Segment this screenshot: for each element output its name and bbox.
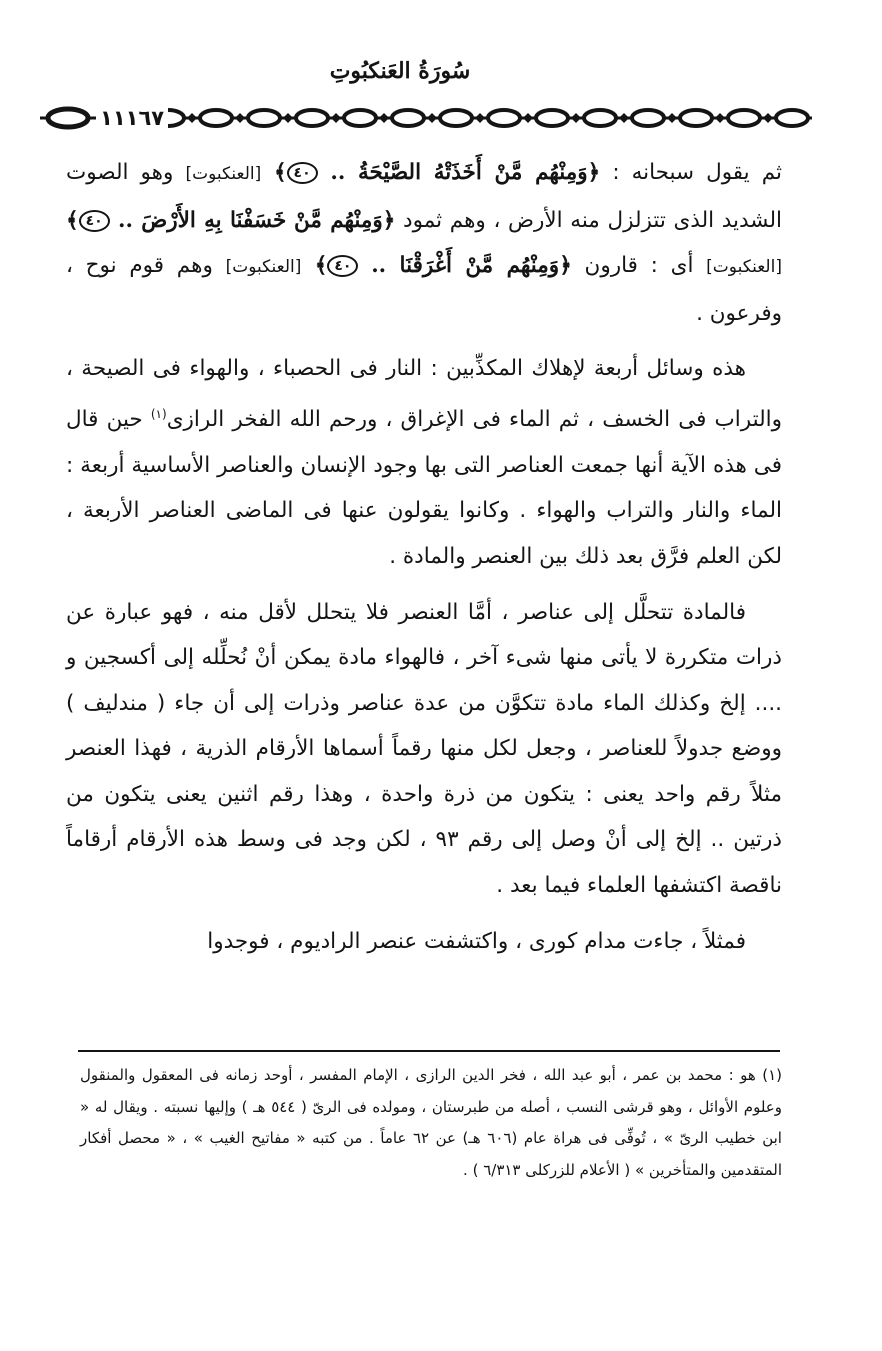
text-run: عناصر وذرات إلى أن جاء ( مندليف ) ووضع جدولاً للعناصر ، [66, 690, 782, 762]
paragraph [66, 150, 782, 336]
footnote-text [80, 1060, 782, 1186]
text-run: ذرتين .. إلخ إلى أنْ وصل إلى رقم ٩٣ ، لكن وجد فى وسط هذه [194, 827, 782, 853]
text-run: وجود الإنسان والعناصر الأساسية أربعة : الماء والنار والتراب [66, 452, 782, 524]
quran-verse: ﴾ [66, 207, 79, 233]
text-run: الفخر الرازى [166, 407, 282, 433]
verse-number: ٤٠ [79, 210, 110, 232]
text-run: واحد يعنى : يتكون من ذرة واحدة ، وهذا رقم اثنين يعنى يتكون من [66, 781, 696, 807]
footnote-line: (١) هو : محمد بن عمر ، أبو عبد الله ، فخر الدين الرازى ، الإمام المفسر ، أوحد زمانه فى [199, 1066, 782, 1084]
quran-verse: ﴾ [301, 253, 328, 279]
quran-verse: ﴾ [261, 160, 287, 185]
text-run: والهواء . وكانوا يقولون عنها فى الماضى العناصر الأربعة ، لكن [66, 498, 782, 569]
surah-reference: [العنكبوت] [706, 257, 782, 278]
footnotes [80, 1060, 782, 1186]
text-run: أنْ نُحلِّله إلى أكسجين و .... إلخ وكذلك الماء مادة تتكوَّن من عدة [66, 645, 782, 716]
text-run: حين قال فى هذه الآية أنها جمعت العناصر التى بها [66, 407, 782, 478]
quran-verse: ﴿وَمِنْهُم مَّنْ [294, 207, 396, 233]
text-run: عبارة عن ذرات متكررة لا يأتى منها شىء آخر ، فالهواء مادة يمكن [66, 599, 782, 671]
surah-title: سُورَةُ العَنكبُوتِ [329, 58, 471, 84]
body-text [66, 150, 782, 964]
quran-verse: ﴿وَمِنْهُم مَّنْ أَغْرَقْنَا .. [371, 253, 572, 279]
paragraph [66, 919, 782, 965]
footnote-divider [78, 1050, 780, 1052]
text-run: وجعل لكل منها رقماً أسماها الأرقام الذرية ، فهذا العنصر مثلاً رقم [66, 736, 782, 807]
quran-verse: ﴿وَمِنْهُم مَّنْ أَخَذَتْهُ الصَّيْحَةُ .. [317, 160, 601, 185]
text-run: فى الصيحة ، والتراب فى الخسف ، ثم الماء فى الإغراق ، ورحم الله [66, 356, 782, 433]
paragraph [66, 590, 782, 909]
text-run: فالمادة تتحلَّل إلى عناصر ، أمَّا العنصر فلا يتحلل لأقل منه ، فهو [161, 599, 746, 625]
quran-verse: خَسَفْنَا بِهِ الأَرْضَ .. [109, 207, 287, 233]
text-run: وهم قوم نوح ، وفرعون . [66, 253, 782, 326]
text-run: فمثلاً ، جاءت مدام كورى ، واكتشفت عنصر الراديوم ، فوجدوا [207, 928, 746, 954]
paragraph [66, 346, 782, 579]
footnote-line: والمتأخرين » ( الأعلام للزركلى ٦/٣١٣ ) . [463, 1160, 716, 1179]
surah-reference: [العنكبوت] [225, 257, 302, 278]
text-run: العلم فرَّق بعد ذلك بين العنصر والمادة . [389, 543, 741, 569]
verse-number: ٤٠ [327, 255, 358, 277]
page-number: ١١١٦٧ [96, 104, 168, 132]
footnote-line: المعقول والمنقول وعلوم الأوائل ، وهو قرشى النسب ، أصله من طبرستان ، ومولده فى [80, 1066, 782, 1116]
footnote-marker: (١) [150, 406, 167, 421]
text-run: هذه وسائل أربعة لإهلاك المكذِّبين : النار فى الحصباء ، والهواء [189, 356, 746, 382]
footnote-line: الرىّ ( ٥٤٤ هـ ) وإليها نسبته . ويقال له « ابن خطيب الرىّ » ، تُوفِّى فى هراة عام [80, 1097, 782, 1147]
text-run: ثم يقول سبحانه : [600, 160, 783, 185]
surah-reference: [العنكبوت] [185, 164, 262, 184]
verse-number: ٤٠ [287, 162, 318, 184]
text-run: الأرقام أرقاماً ناقصة اكتشفها العلماء فيما بعد . [66, 827, 782, 899]
footnote-line: (٦٠٦ هـ) عن ٦٢ عاماً . من كتبه « مفاتيح الغيب » ، « محصل أفكار المتقدمين [80, 1129, 782, 1179]
text-run: أى : قارون [571, 253, 707, 279]
text-run: وهو الصوت الشديد الذى تتزلزل منه الأرض ، وهم ثمود [66, 160, 783, 233]
